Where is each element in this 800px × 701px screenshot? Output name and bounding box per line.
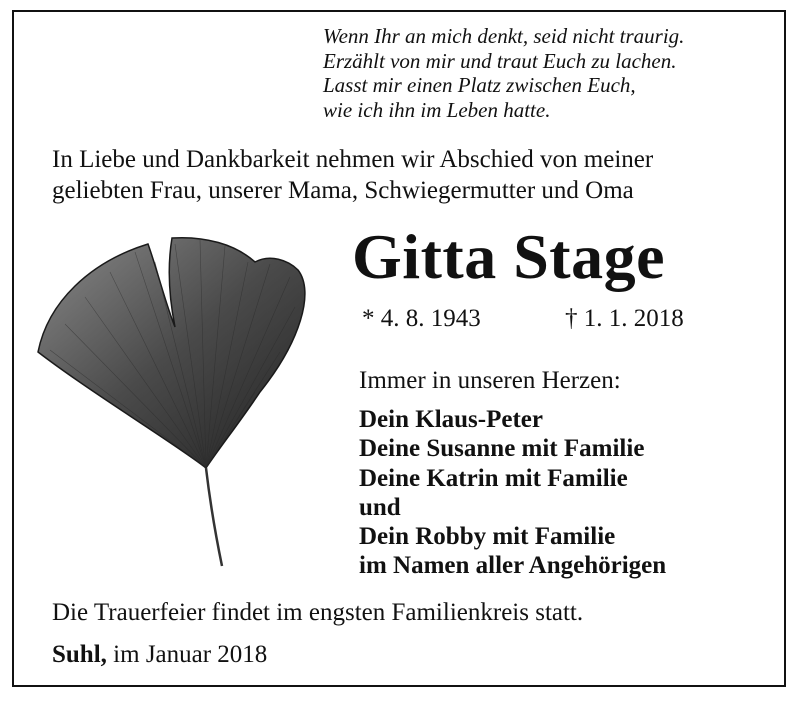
intro-line: geliebten Frau, unserer Mama, Schwiegermutter und Oma <box>52 177 634 204</box>
intro-line: In Liebe und Dankbarkeit nehmen wir Abschied von meiner <box>52 146 654 173</box>
birth-date: * 4. 8. 1943 <box>362 305 481 332</box>
death-date: † 1. 1. 2018 <box>565 305 684 332</box>
ginkgo-leaf-icon <box>30 232 330 572</box>
poem-line: Erzählt von mir und traut Euch zu lachen. <box>323 48 677 73</box>
remembrance-text: Immer in unseren Herzen: <box>359 367 621 394</box>
intro-text <box>52 144 653 206</box>
signature-line: Dein Robby mit Familie <box>359 523 616 551</box>
signature-line: Deine Katrin mit Familie <box>359 464 628 492</box>
signature-line: Deine Susanne mit Familie <box>359 435 645 463</box>
signature-line: und <box>359 493 401 521</box>
poem-line: Lasst mir einen Platz zwischen Euch, <box>323 73 636 97</box>
poem-line: wie ich ihn im Leben hatte. <box>323 97 551 122</box>
place: Suhl, <box>52 641 107 668</box>
deceased-name: Gitta Stage <box>352 221 665 292</box>
date: im Januar 2018 <box>113 641 268 668</box>
signature-line: im Namen aller Angehörigen <box>359 552 667 580</box>
place-date <box>52 641 267 669</box>
poem-line: Wenn Ihr an mich denkt, seid nicht traurig. <box>323 24 685 48</box>
poem <box>323 24 684 122</box>
signatures <box>359 405 666 581</box>
funeral-note: Die Trauerfeier findet im engsten Familienkreis statt. <box>52 599 584 626</box>
signature-line: Dein Klaus-Peter <box>359 406 543 433</box>
